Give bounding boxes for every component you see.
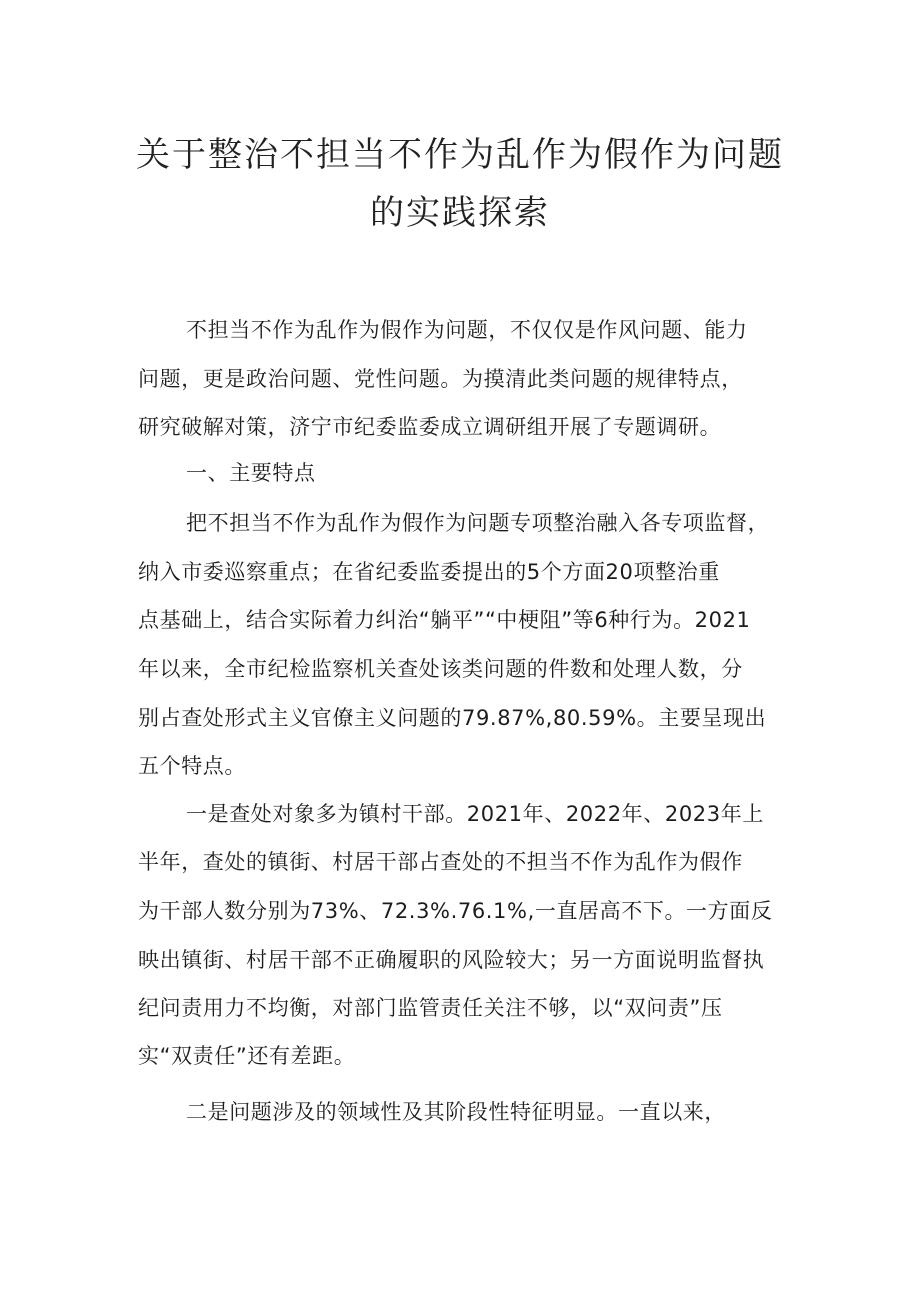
body-line: 映出镇街、村居干部不正确履职的风险较大；另一方面说明监督执: [138, 948, 765, 972]
body-line: 半年，查处的镇街、村居干部占查处的不担当不作为乱作为假作: [138, 850, 743, 874]
body-line: 问题，更是政治问题、党性问题。为摸清此类问题的规律特点，: [138, 367, 743, 391]
body-line: 不担当不作为乱作为假作为问题，不仅仅是作风问题、能力: [186, 318, 748, 342]
body-line: 一是查处对象多为镇村干部。2021年、2022年、2023年上: [186, 802, 764, 826]
body-line: 实“双责任”还有差距。: [138, 1044, 356, 1068]
body-line: 别占查处形式主义官僚主义问题的79.87%,80.59%。主要呈现出: [138, 706, 767, 730]
body-line: 五个特点。: [138, 754, 246, 778]
body-line: 纪问责用力不均衡，对部门监管责任关注不够，以“双问责”压: [138, 996, 723, 1020]
body-line: 为干部人数分别为73%、72.3%.76.1%,一直居高不下。一方面反: [138, 899, 773, 923]
body-line: 把不担当不作为乱作为假作为问题专项整治融入各专项监督，: [186, 511, 770, 535]
section-heading: 一、主要特点: [186, 461, 316, 485]
body-line: 点基础上，结合实际着力纠治“躺平”“中梗阻”等6种行为。2021: [138, 608, 751, 632]
document-title-line-2: 的实践探索: [370, 193, 550, 233]
body-line: 二是问题涉及的领域性及其阶段性特征明显。一直以来，: [186, 1100, 726, 1124]
body-line: 纳入市委巡察重点；在省纪委监委提出的5个方面20项整治重: [138, 560, 720, 584]
body-line: 研究破解对策，济宁市纪委监委成立调研组开展了专题调研。: [138, 415, 722, 439]
document-title-line-1: 关于整治不担当不作为乱作为假作为问题: [136, 135, 784, 175]
body-line: 年以来，全市纪检监察机关查处该类问题的件数和处理人数，分: [138, 657, 743, 681]
